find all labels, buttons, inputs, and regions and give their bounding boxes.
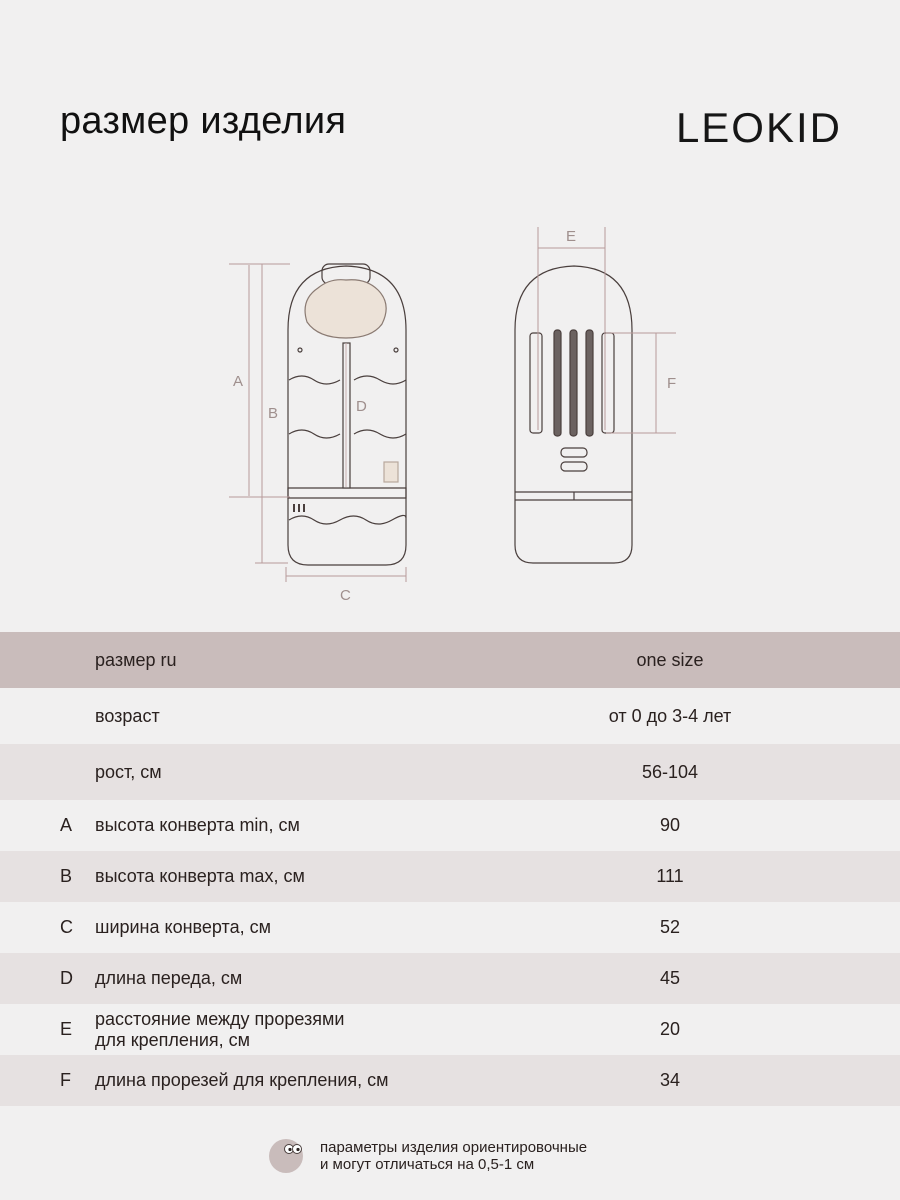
- table-row: [0, 851, 900, 902]
- table-header-row: [0, 632, 900, 688]
- table-row: [0, 800, 900, 851]
- row-value: 52: [659, 917, 681, 937]
- product-diagram: [0, 210, 900, 620]
- row-value: 111: [656, 866, 684, 886]
- row-key: B: [60, 866, 73, 886]
- disclaimer-note: [268, 1138, 587, 1174]
- table-row: [0, 953, 900, 1004]
- row-key: A: [60, 815, 73, 835]
- row-value: 20: [659, 1019, 681, 1039]
- row-param-line1: расстояние между прорезями: [95, 1008, 345, 1029]
- dim-label-b: B: [268, 405, 279, 422]
- dim-label-e: E: [566, 228, 577, 245]
- mascot-icon: [268, 1138, 304, 1174]
- row-value: 90: [659, 815, 681, 835]
- row-param: рост, см: [95, 761, 162, 782]
- dim-label-a: A: [233, 373, 244, 390]
- size-table: [0, 632, 900, 1106]
- table-row: [0, 688, 900, 744]
- table-row: [0, 1004, 900, 1055]
- dim-label-c: C: [340, 587, 351, 604]
- row-value: 45: [659, 968, 681, 988]
- front-view: [288, 264, 406, 565]
- row-key: D: [60, 968, 73, 988]
- row-key: F: [60, 1070, 71, 1090]
- row-key: E: [60, 1019, 73, 1039]
- brand-logo: LEOKID: [675, 104, 842, 151]
- header-value: one size: [636, 649, 704, 670]
- row-param: длина переда, см: [95, 968, 243, 988]
- dim-label-d: D: [356, 398, 367, 415]
- table-row: [0, 902, 900, 953]
- note-line-1: параметры изделия ориентировочные: [320, 1139, 588, 1156]
- row-value: от 0 до 3-4 лет: [608, 705, 732, 726]
- row-value: 34: [659, 1070, 681, 1090]
- row-value: 56-104: [641, 761, 699, 782]
- note-line-2: и могут отличаться на 0,5-1 см: [320, 1156, 535, 1173]
- row-param-line2: для крепления, см: [95, 1029, 251, 1050]
- row-param: [95, 1009, 565, 1051]
- row-key: C: [60, 917, 73, 937]
- header-param: размер ru: [95, 649, 177, 670]
- row-param: возраст: [95, 705, 160, 726]
- row-param: ширина конверта, см: [95, 917, 271, 937]
- row-param: высота конверта min, см: [95, 815, 300, 835]
- table-row: [0, 1055, 900, 1106]
- row-param: длина прорезей для крепления, см: [95, 1070, 389, 1090]
- row-param: высота конверта max, см: [95, 866, 305, 886]
- back-view: [515, 266, 632, 563]
- page-title: размер изделия: [60, 100, 347, 142]
- dim-label-f: F: [667, 375, 677, 392]
- table-row: [0, 744, 900, 800]
